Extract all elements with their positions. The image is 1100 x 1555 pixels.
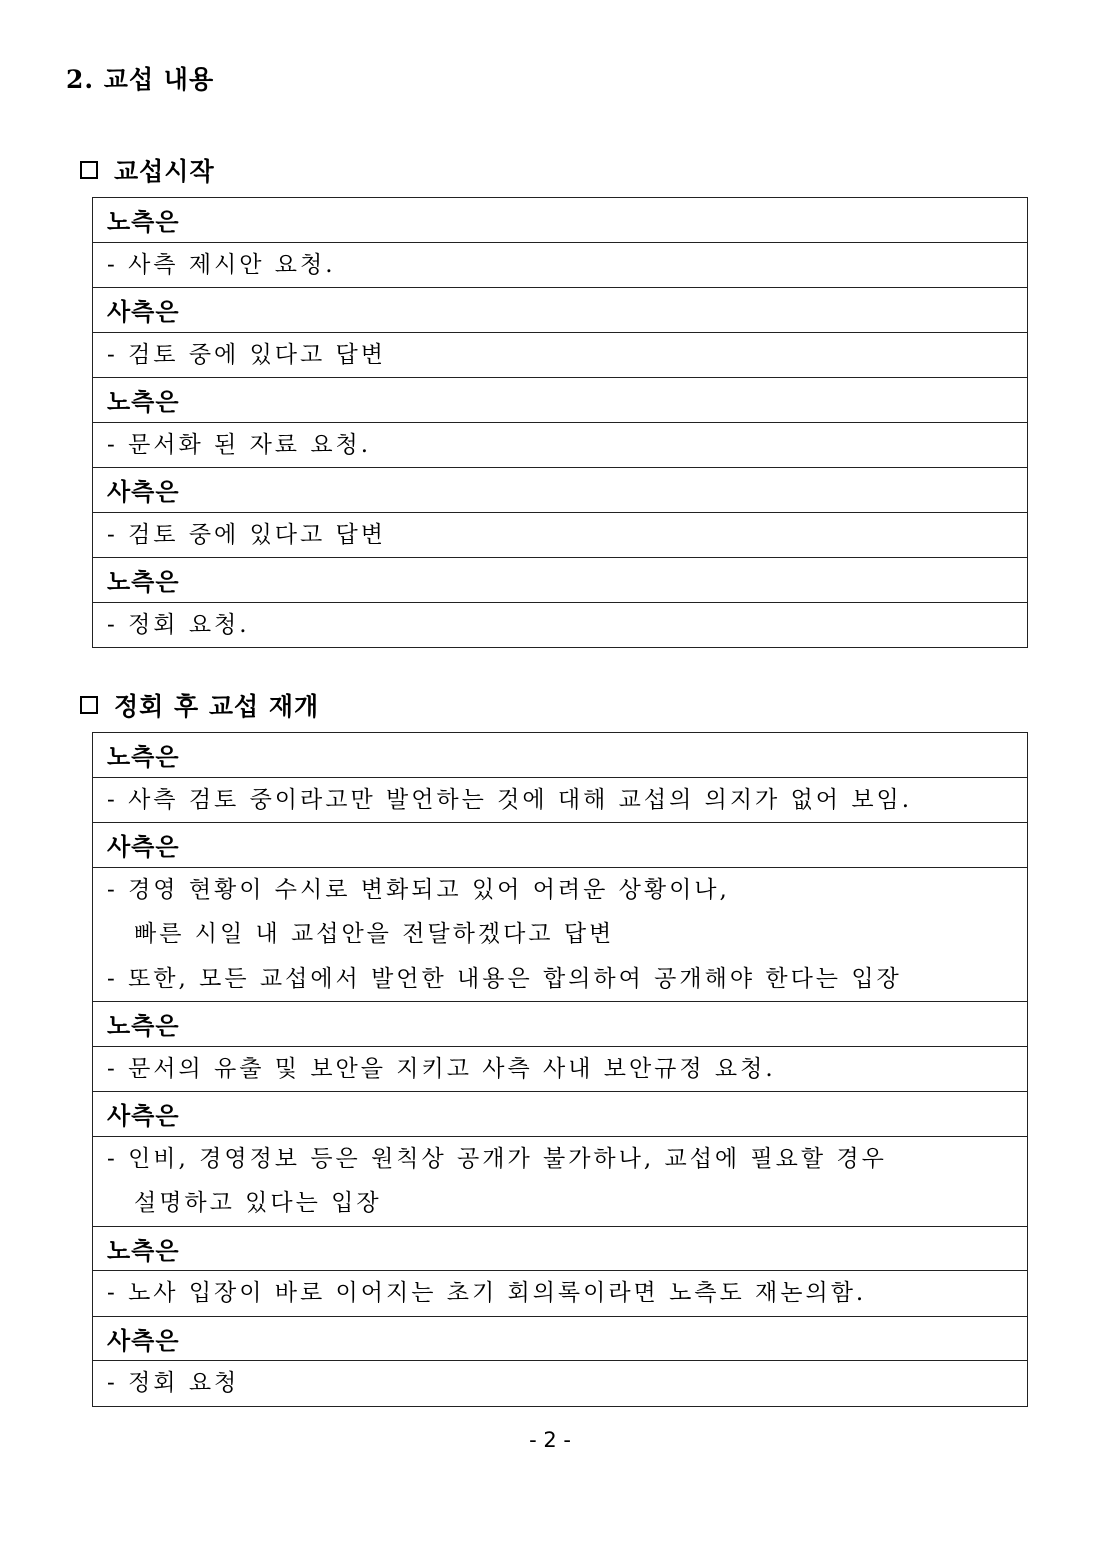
table-row [93, 512, 1028, 558]
subsection-title-text: 교섭시작 [114, 157, 215, 186]
content-line: - 인비, 경영정보 등은 원칙상 공개가 불가하나, 교섭에 필요할 경우 [107, 1145, 887, 1172]
speaker-cell: 노측은 [93, 1002, 1028, 1047]
content-cell [93, 1271, 1028, 1317]
subsection-title-text: 정회 후 교섭 재개 [114, 692, 320, 721]
content-cell [93, 242, 1028, 288]
content-cell [93, 777, 1028, 823]
content-cell [93, 422, 1028, 468]
content-cell [93, 1136, 1028, 1226]
speaker-cell: 사측은 [93, 288, 1028, 333]
table-row [93, 1361, 1028, 1407]
speaker-cell: 사측은 [93, 823, 1028, 868]
table-row [93, 1226, 1028, 1271]
table-row [93, 1136, 1028, 1226]
content-line: - 검토 중에 있다고 답변 [107, 521, 386, 548]
speaker-cell: 사측은 [93, 1092, 1028, 1137]
speaker-cell: 사측은 [93, 468, 1028, 513]
subsection-title-resumption [80, 687, 319, 723]
table-row [93, 242, 1028, 288]
negotiation-resumption-table [92, 732, 1028, 1407]
speaker-cell: 사측은 [93, 1316, 1028, 1361]
table-row [93, 468, 1028, 513]
content-cell [93, 332, 1028, 378]
speaker-cell: 노측은 [93, 1226, 1028, 1271]
table-row [93, 378, 1028, 423]
table-row [93, 1046, 1028, 1092]
content-line: - 노사 입장이 바로 이어지는 초기 회의록이라면 노측도 재논의함. [107, 1280, 867, 1306]
table-row [93, 332, 1028, 378]
content-line: - 경영 현황이 수시로 변화되고 있어 어려운 상황이나, [107, 876, 730, 903]
content-line: - 사측 검토 중이라고만 발언하는 것에 대해 교섭의 의지가 없어 보임. [107, 786, 913, 813]
table-row [93, 198, 1028, 243]
content-line: 빠른 시일 내 교섭안을 전달하겠다고 답변 [134, 921, 615, 947]
table-row [93, 733, 1028, 778]
content-cell [93, 602, 1028, 648]
content-line: - 검토 중에 있다고 답변 [107, 341, 386, 368]
content-cell [93, 1046, 1028, 1092]
table-row [93, 867, 1028, 1002]
content-cell [93, 512, 1028, 558]
table-row [93, 777, 1028, 823]
section-heading: 2. 교섭 내용 [66, 65, 215, 94]
speaker-cell: 노측은 [93, 733, 1028, 778]
page-number: - 2 - [529, 1428, 571, 1452]
content-cell [93, 867, 1028, 1002]
content-line: - 정회 요청. [107, 611, 250, 638]
content-line: - 사측 제시안 요청. [107, 251, 336, 278]
table-row [93, 1092, 1028, 1137]
table-row [93, 288, 1028, 333]
table-row [93, 823, 1028, 868]
content-cell [93, 1361, 1028, 1407]
table-row [93, 422, 1028, 468]
content-line: - 문서화 된 자료 요청. [107, 431, 372, 458]
speaker-cell: 노측은 [93, 558, 1028, 603]
table-row [93, 1271, 1028, 1317]
content-line: - 또한, 모든 교섭에서 발언한 내용은 합의하여 공개해야 한다는 입장 [107, 965, 902, 992]
checkbox-icon [80, 696, 98, 714]
table-row [93, 558, 1028, 603]
content-line: - 정회 요청 [107, 1370, 240, 1396]
checkbox-icon [80, 161, 98, 179]
speaker-cell: 노측은 [93, 198, 1028, 243]
table-row [93, 1002, 1028, 1047]
negotiation-start-table [92, 197, 1028, 648]
speaker-cell: 노측은 [93, 378, 1028, 423]
table-row [93, 602, 1028, 648]
content-line: 설명하고 있다는 입장 [134, 1190, 382, 1216]
subsection-title-negotiation-start [80, 152, 215, 188]
table-row [93, 1316, 1028, 1361]
content-line: - 문서의 유출 및 보안을 지키고 사측 사내 보안규정 요청. [107, 1055, 776, 1082]
